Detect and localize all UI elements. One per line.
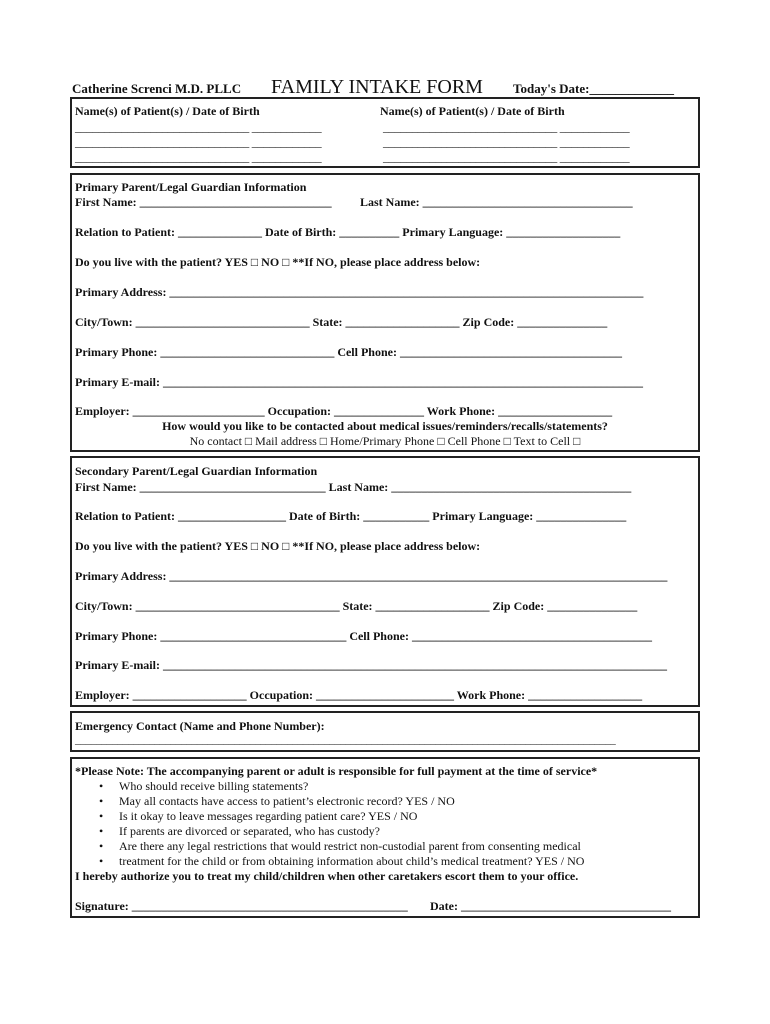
primary-address[interactable]: Primary Address: _______________________________________________________________________________ xyxy=(75,285,644,299)
patient-line-right-1[interactable]: ______________________________ ____________ xyxy=(383,120,630,134)
secondary-heading: Secondary Parent/Legal Guardian Information xyxy=(75,464,318,478)
payment-note: *Please Note: The accompanying parent or adult is responsible for full payment at the time of service* xyxy=(75,764,598,778)
list-item[interactable]: • If parents are divorced or separated, who has custody? xyxy=(99,824,380,838)
secondary-phone-line[interactable]: Primary Phone: _______________________________ Cell Phone: ________________________________________ xyxy=(75,629,652,643)
secondary-address[interactable]: Primary Address: ___________________________________________________________________________________ xyxy=(75,569,668,583)
list-item[interactable]: • Are there any legal restrictions that would restrict non-custodial parent from consenting medical xyxy=(99,839,581,853)
secondary-live-with[interactable]: Do you live with the patient? YES □ NO □ **If NO, please place address below: xyxy=(75,539,481,553)
secondary-city-line[interactable]: City/Town: __________________________________ State: ___________________ Zip Code: _______________ xyxy=(75,599,638,613)
emergency-contact-line[interactable]: ______________________________________________________________________________________________________ xyxy=(75,734,616,746)
signature-date-field[interactable]: Date: ___________________________________ xyxy=(430,899,671,913)
patients-left-header: Name(s) of Patient(s) / Date of Birth xyxy=(75,104,260,118)
bullet-icon: • xyxy=(99,854,104,868)
bullet-icon: • xyxy=(99,839,104,853)
contact-preference-question: How would you like to be contacted about medical issues/reminders/recalls/statements? xyxy=(162,419,608,433)
list-item[interactable]: • treatment for the child or from obtaining information about child’s medical treatment? YES / NO xyxy=(99,854,585,868)
contact-preference-options[interactable]: No contact □ Mail address □ Home/Primary Phone □ Cell Phone □ Text to Cell □ xyxy=(189,434,581,448)
patient-line-right-3[interactable]: ______________________________ ____________ xyxy=(383,150,630,164)
patient-line-left-2[interactable]: ______________________________ ____________ xyxy=(75,135,322,149)
primary-relation-line[interactable]: Relation to Patient: ______________ Date of Birth: __________ Primary Language: ___________________ xyxy=(75,225,621,239)
bullet-icon: • xyxy=(99,794,104,808)
primary-first-name[interactable]: First Name: ________________________________ xyxy=(75,195,332,209)
bullet-icon: • xyxy=(99,809,104,823)
patient-line-left-3[interactable]: ______________________________ ____________ xyxy=(75,150,322,164)
patients-right-header: Name(s) of Patient(s) / Date of Birth xyxy=(380,104,565,118)
secondary-relation-line[interactable]: Relation to Patient: __________________ Date of Birth: ___________ Primary Language: _______________ xyxy=(75,509,627,523)
primary-employer-line[interactable]: Employer: ______________________ Occupation: _______________ Work Phone: ___________________ xyxy=(75,404,613,418)
patient-line-right-2[interactable]: ______________________________ ____________ xyxy=(383,135,630,149)
secondary-email[interactable]: Primary E-mail: ____________________________________________________________________________________ xyxy=(75,658,667,672)
authorization-statement: I hereby authorize you to treat my child/children when other caretakers escort them to your office. xyxy=(75,869,579,883)
primary-live-with[interactable]: Do you live with the patient? YES □ NO □ **If NO, please place address below: xyxy=(75,255,481,269)
notes-list xyxy=(75,779,584,869)
form-title: FAMILY INTAKE FORM xyxy=(271,76,483,98)
patient-line-left-1[interactable]: ______________________________ ____________ xyxy=(75,120,322,134)
signature-field[interactable]: Signature: ______________________________________________ xyxy=(75,899,408,913)
list-item[interactable]: • Who should receive billing statements? xyxy=(99,779,309,793)
primary-email[interactable]: Primary E-mail: ________________________________________________________________________________ xyxy=(75,375,643,389)
secondary-employer-line[interactable]: Employer: ___________________ Occupation: _______________________ Work Phone: ___________________ xyxy=(75,688,643,702)
secondary-name-line[interactable]: First Name: _______________________________ Last Name: ________________________________________ xyxy=(75,480,632,494)
primary-phone-line[interactable]: Primary Phone: _____________________________ Cell Phone: _____________________________________ xyxy=(75,345,622,359)
emergency-contact-label: Emergency Contact (Name and Phone Number): xyxy=(75,719,325,733)
todays-date-field[interactable]: Today's Date:_____________ xyxy=(513,81,674,96)
list-item[interactable]: • Is it okay to leave messages regarding patient care? YES / NO xyxy=(99,809,418,823)
practice-name: Catherine Screnci M.D. PLLC xyxy=(72,81,242,96)
list-item[interactable]: • May all contacts have access to patient’s electronic record? YES / NO xyxy=(99,794,455,808)
bullet-icon: • xyxy=(99,824,104,838)
primary-heading: Primary Parent/Legal Guardian Information xyxy=(75,180,307,194)
bullet-icon: • xyxy=(99,779,104,793)
primary-city-line[interactable]: City/Town: _____________________________ State: ___________________ Zip Code: _______________ xyxy=(75,315,608,329)
primary-last-name[interactable]: Last Name: ___________________________________ xyxy=(360,195,633,209)
